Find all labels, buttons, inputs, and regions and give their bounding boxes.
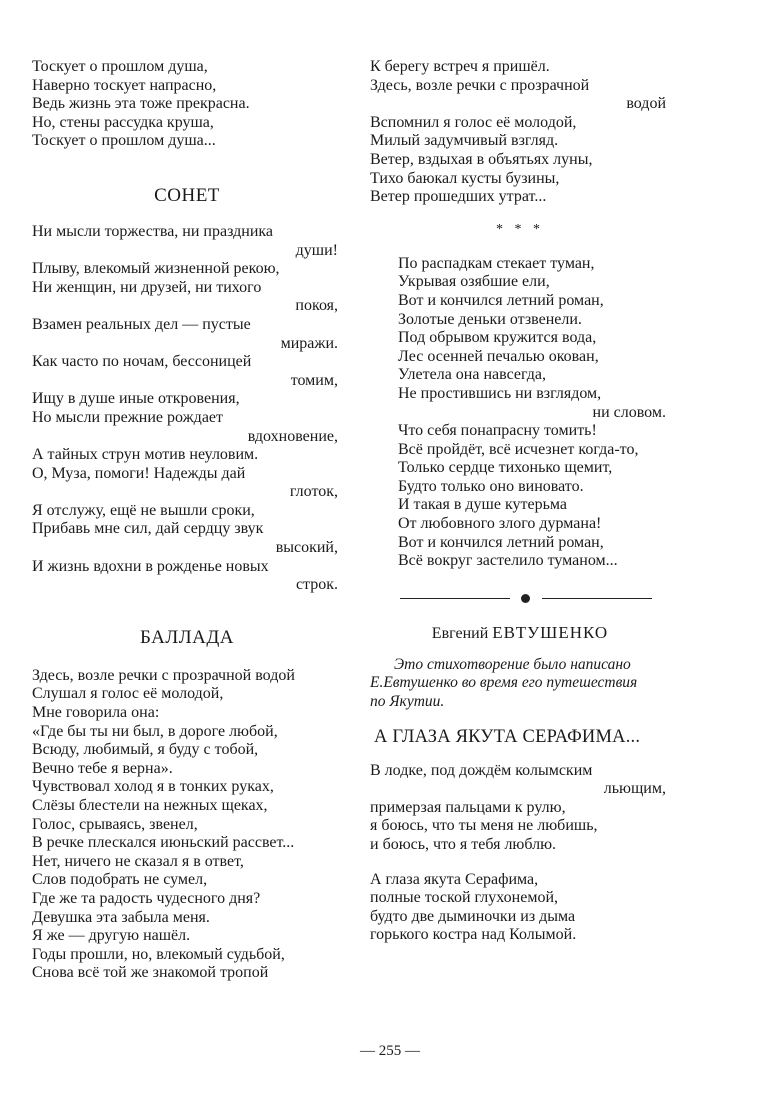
- poem-line: Я отслужу, ещё не вышли сроки,: [32, 501, 255, 519]
- poem-line: «Где бы ты ни был, в дороге любой,: [32, 722, 278, 740]
- divider-dot: [521, 594, 530, 603]
- poem-line: Слушал я голос её молодой,: [32, 685, 224, 703]
- poem-line: Золотые деньки отзвенели.: [398, 310, 582, 328]
- poem-line-continuation: души!: [295, 241, 338, 259]
- intro-stanza: [32, 58, 342, 151]
- poem-line: Слов подобрать не сумел,: [32, 871, 208, 889]
- poem-line: Что себя понапрасну томить!: [398, 422, 597, 440]
- poem-line-continuation: водой: [626, 95, 666, 113]
- poem-line-continuation: вдохновение,: [247, 427, 338, 445]
- poem-line: Голос, срываясь, звенел,: [32, 815, 198, 833]
- poem-line: Годы прошли, но, влекомый судьбой,: [32, 945, 285, 963]
- ballad-poem: [32, 667, 342, 983]
- author-last-name: ЕВТУШЕНКО: [492, 622, 609, 642]
- page-number: — 255 —: [360, 1043, 420, 1059]
- poem-line: О, Муза, помоги! Надежды дай: [32, 464, 246, 482]
- note-line: Это стихотворение было написано: [394, 655, 631, 673]
- poem-line: Улетела она навсегда,: [398, 366, 546, 384]
- poem-line: будто две дыминочки из дыма: [370, 907, 576, 925]
- poem-line: По распадкам стекает туман,: [398, 254, 595, 272]
- section-stars: * * *: [496, 221, 544, 237]
- poem-line-continuation: льющим,: [603, 780, 666, 798]
- poem-line: Чувствовал холод я в тонких руках,: [32, 778, 274, 796]
- poem-line: Ни мысли торжества, ни праздника: [32, 222, 274, 240]
- poem-line: Но мысли прежние рождает: [32, 408, 224, 426]
- poem-line: Как часто по ночам, бессоницей: [32, 353, 252, 371]
- poem-line: Тоскует о прошлом душа,: [32, 58, 208, 75]
- poem-line: Снова всё той же знакомой тропой: [32, 964, 269, 982]
- poem-line: примерзая пальцами к рулю,: [370, 798, 566, 816]
- poem-line: И жизнь вдохни в рожденье новых: [32, 557, 269, 575]
- author-heading: [370, 623, 670, 644]
- poem-line: горького костра над Колымой.: [370, 926, 577, 944]
- poem-line: Будто только оно виновато.: [398, 477, 584, 495]
- poem-line-continuation: покоя,: [295, 297, 338, 315]
- poem-line: Милый задумчивый взгляд.: [370, 132, 559, 150]
- poem-line: полные тоской глухонемой,: [370, 889, 559, 907]
- yakut-poem-title: А ГЛАЗА ЯКУТА СЕРАФИМА...: [374, 726, 641, 747]
- poem-line: Всё пройдёт, всё исчезнет когда-то,: [398, 440, 639, 458]
- ballad-title: БАЛЛАДА: [139, 626, 235, 648]
- poem-line: Наверно тоскует напрасно,: [32, 76, 217, 94]
- poem-line: Вспомнил я голос её молодой,: [370, 113, 577, 131]
- poem-line: Не простившись ни взглядом,: [398, 384, 602, 402]
- poem-line: Всюду, любимый, я буду с тобой,: [32, 741, 259, 759]
- stanza-gap: [370, 855, 670, 871]
- poem-line: Девушка эта забыла меня.: [32, 908, 210, 926]
- left-column: [32, 58, 342, 983]
- divider-line-right: [542, 598, 652, 600]
- poem-line: Лес осенней печалью окован,: [398, 347, 599, 365]
- right-column: [370, 58, 670, 945]
- poem-line: Плыву, влекомый жизненной рекою,: [32, 260, 280, 278]
- yakut-poem-stanza-1: [370, 762, 670, 855]
- section-divider: [370, 589, 670, 609]
- note-line: по Якутии.: [370, 693, 445, 711]
- poem-line-continuation: высокий,: [275, 539, 338, 557]
- poem-line: Здесь, возле речки с прозрачной водой: [32, 666, 295, 684]
- poem-line: Но, стены рассудка круша,: [32, 113, 214, 131]
- poem-line: Тоскует о прошлом душа...: [32, 132, 216, 150]
- yakut-poem-stanza-2: [370, 871, 670, 945]
- poem-line: Под обрывом кружится вода,: [398, 329, 597, 347]
- poem-line: Укрывая озябшие ели,: [398, 273, 550, 291]
- sonnet-poem: [32, 223, 342, 595]
- poem-line: Я же — другую нашёл.: [32, 927, 191, 945]
- poem-line: Прибавь мне сил, дай сердцу звук: [32, 520, 264, 538]
- poem-line: я боюсь, что ты меня не любишь,: [370, 817, 598, 835]
- poem-line: Взамен реальных дел — пустые: [32, 315, 251, 333]
- poem-line: Вечно тебе я верна».: [32, 759, 173, 777]
- sonnet-title: СОНЕТ: [154, 184, 220, 206]
- poem-line: Ни женщин, ни друзей, ни тихого: [32, 278, 262, 296]
- fog-poem: [370, 255, 670, 571]
- poem-line: А глаза якута Серафима,: [370, 870, 539, 888]
- poem-line-continuation: ни словом.: [592, 403, 666, 421]
- poem-line: В лодке, под дождём колымским: [370, 761, 593, 779]
- poem-line: Всё вокруг застелило туманом...: [398, 552, 618, 570]
- poem-line: В речке плескался июньский рассвет...: [32, 834, 295, 852]
- poem-line: Ветер прошедших утрат...: [370, 188, 547, 206]
- poem-line: Нет, ничего не сказал я в ответ,: [32, 852, 244, 870]
- poem-line: А тайных струн мотив неуловим.: [32, 446, 259, 464]
- poem-line: Вот и кончился летний роман,: [398, 291, 604, 309]
- poem-line: Здесь, возле речки с прозрачной: [370, 76, 590, 94]
- poem-line: От любовного злого дурмана!: [398, 515, 602, 533]
- poem-line-continuation: глоток,: [289, 483, 338, 501]
- poem-line: Только сердце тихонько щемит,: [398, 459, 613, 477]
- ballad-continuation: [370, 58, 670, 207]
- note-line: Е.Евтушенко во время его путешествия: [370, 674, 638, 692]
- poem-line: Тихо баюкал кусты бузины,: [370, 169, 560, 187]
- poem-line: Ветер, вздыхая в объятьях луны,: [370, 150, 593, 168]
- poem-line: Где же та радость чудесного дня?: [32, 889, 261, 907]
- poem-line: К берегу встреч я пришёл.: [370, 58, 550, 75]
- poem-line: Слёзы блестели на нежных щеках,: [32, 797, 268, 814]
- poem-line: Ведь жизнь эта тоже прекрасна.: [32, 95, 250, 113]
- poem-line: и боюсь, что я тебя люблю.: [370, 836, 557, 853]
- poem-line: И такая в душе кутерьма: [398, 496, 568, 514]
- poem-line: Вот и кончился летний роман,: [398, 533, 604, 551]
- poem-line-continuation: томим,: [290, 371, 338, 389]
- author-first-name: Евгений: [431, 624, 489, 642]
- poem-line: Мне говорила она:: [32, 704, 160, 722]
- editor-note: [370, 656, 670, 712]
- poem-line-continuation: миражи.: [280, 334, 338, 352]
- poem-line-continuation: строк.: [295, 576, 338, 594]
- poem-line: Ищу в душе иные откровения,: [32, 390, 240, 408]
- divider-line-left: [400, 598, 510, 600]
